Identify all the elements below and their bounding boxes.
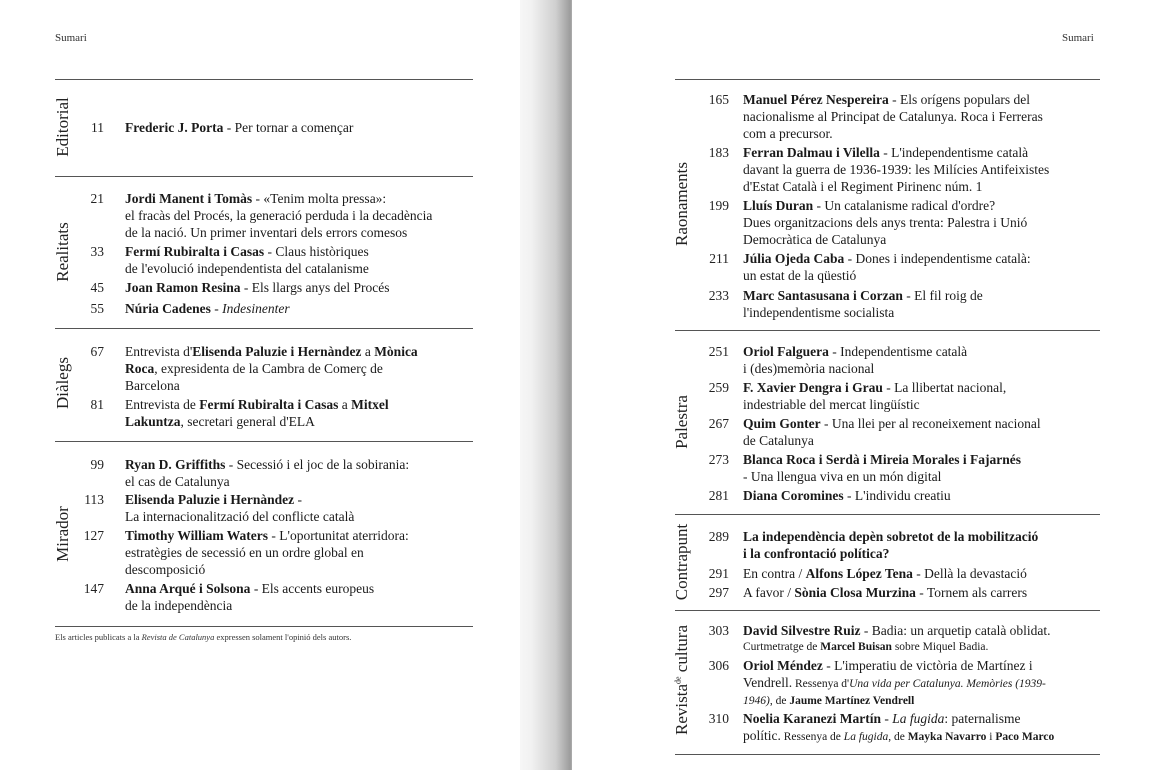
entry-author: Ferran Dalmau i Vilella: [743, 145, 880, 160]
entry-note: , de: [769, 695, 790, 707]
entry-title-line: de Catalunya: [743, 433, 814, 448]
entry-author: Diana Coromines: [743, 488, 844, 503]
entry-page-number: 273: [708, 452, 729, 467]
entry-author: Mònica: [374, 344, 418, 359]
toc-entry[interactable]: [743, 197, 1027, 248]
entry-page-number: 33: [90, 244, 104, 259]
entry-title-line: davant la guerra de 1936-1939: les Milícies Antifeixistes: [743, 162, 1050, 177]
entry-title-line: Dues organitzacions dels anys trenta: Palestra i Unió: [743, 215, 1028, 230]
entry-author: Anna Arqué i Solsona: [125, 581, 251, 596]
entry-page-number: 267: [708, 416, 729, 431]
toc-entry[interactable]: [743, 451, 1021, 485]
entry-title-separator: -: [880, 711, 893, 726]
section-label-mirador: Mirador: [53, 506, 72, 562]
entry-title: , expresidenta de la Cambra de Comerç de: [154, 361, 383, 376]
entry-author: Manuel Pérez Nespereira: [743, 92, 889, 107]
entry-page-number: 165: [708, 92, 729, 107]
entry-title-line: l'independentisme socialista: [743, 305, 895, 320]
entry-page-number: 113: [84, 492, 104, 507]
toc-entry[interactable]: [743, 565, 1027, 582]
entry-title-line: descomposició: [125, 562, 206, 577]
entry-page-number: 183: [708, 145, 729, 160]
entry-question: La independència depèn sobretot de la mobilització: [743, 529, 1039, 544]
entry-title-line: un estat de la qüestió: [743, 268, 857, 283]
toc-entry[interactable]: [743, 622, 1051, 656]
footnote-journal: Revista de Catalunya: [141, 632, 215, 642]
entry-page-number: 259: [708, 380, 729, 395]
entry-author: Lakuntza: [125, 414, 181, 429]
section-divider: [675, 79, 1100, 80]
running-head: Sumari: [55, 32, 87, 44]
entry-title-line: el fracàs del Procés, la generació perduda i la decadència: [125, 208, 433, 223]
entry-note-author: Mayka Navarro: [907, 731, 987, 743]
section-label-part: cultura: [672, 624, 691, 673]
entry-title: - L'oportunitat aterridora:: [268, 528, 409, 543]
entry-title-line: estratègies de secessió en un ordre global en: [125, 545, 364, 560]
entry-prefix: En contra /: [743, 566, 806, 581]
entry-page-number: 306: [708, 658, 729, 673]
toc-entry[interactable]: [743, 415, 1041, 449]
entry-prefix: A favor /: [743, 585, 795, 600]
entry-title-line: i (des)memòria nacional: [743, 361, 875, 376]
entry-author: Ryan D. Griffiths: [125, 457, 226, 472]
entry-title-line: La internacionalització del conflicte català: [125, 509, 355, 524]
entry-note: Ressenya d': [792, 678, 850, 690]
section-label-revista-cultura: [672, 625, 692, 735]
entry-page-number: 147: [83, 581, 104, 596]
entry-title: - L'individu creatiu: [843, 488, 951, 503]
entry-note-author: Jaume Martínez Vendrell: [789, 695, 915, 707]
footnote-suffix: expressen solament l'opinió dels autors.: [214, 632, 352, 642]
entry-author: Fermí Rubiralta i Casas: [199, 397, 339, 412]
toc-entry[interactable]: [125, 396, 475, 430]
toc-entry[interactable]: [125, 580, 374, 614]
entry-author: Jordi Manent i Tomàs: [125, 191, 253, 206]
entry-title: - El fil roig de: [902, 288, 983, 303]
entry-note: sobre Miquel Badia.: [891, 641, 989, 653]
entry-author: Elisenda Paluzie i Hernàndez: [192, 344, 362, 359]
toc-entry[interactable]: [125, 456, 409, 490]
entry-title-line: nacionalisme al Principat de Catalunya. Roca i Ferreras: [743, 109, 1043, 124]
entry-title-separator: -: [210, 301, 223, 316]
entry-author: Núria Cadenes: [125, 301, 211, 316]
toc-entry[interactable]: [743, 144, 1049, 195]
section-label-space: [672, 672, 691, 676]
entry-page-number: 99: [90, 457, 104, 472]
entry-title: - Badia: un arquetip català oblidat.: [860, 623, 1051, 638]
section-label-realitats: Realitats: [53, 222, 72, 282]
entry-title: : paternalisme: [944, 711, 1021, 726]
toc-entry[interactable]: [743, 710, 1054, 746]
section-label-editorial: Editorial: [53, 97, 72, 157]
toc-entry[interactable]: [743, 379, 1006, 413]
entry-title: - Secessió i el joc de la sobirania:: [225, 457, 410, 472]
section-label-dialegs: Diàlegs: [53, 357, 72, 409]
entry-author: Mitxel: [351, 397, 389, 412]
toc-entry[interactable]: [125, 279, 390, 296]
toc-entry[interactable]: [125, 119, 353, 136]
entry-title: -: [294, 492, 303, 507]
entry-title: - Els orígens populars del: [888, 92, 1031, 107]
entry-note: Ressenya de: [780, 731, 844, 743]
running-head: Sumari: [1062, 32, 1094, 44]
entry-title: - Els llargs anys del Procés: [240, 280, 390, 295]
entry-title-line: Vendrell.: [743, 675, 793, 690]
entry-title: Indesinenter: [222, 301, 290, 316]
toc-entry[interactable]: [743, 343, 967, 377]
entry-title: - «Tenim molta pressa»:: [252, 191, 387, 206]
entry-page-number: 21: [90, 191, 104, 206]
entry-page-number: 289: [708, 529, 729, 544]
toc-entry[interactable]: [743, 487, 951, 504]
entry-author: Sònia Closa Murzina: [794, 585, 916, 600]
entry-title-line: Democràtica de Catalunya: [743, 232, 887, 247]
entry-page-number: 281: [708, 488, 729, 503]
entry-note-author: Marcel Buisan: [820, 641, 892, 653]
entry-note: , de: [888, 731, 908, 743]
left-page: [0, 0, 520, 770]
entry-author: Júlia Ojeda Caba: [743, 251, 845, 266]
entry-page-number: 233: [708, 288, 729, 303]
entry-title: - Una llei per al reconeixement nacional: [820, 416, 1041, 431]
entry-note: i: [986, 731, 996, 743]
right-page: [572, 0, 1164, 770]
toc-entry[interactable]: [125, 527, 409, 578]
entry-title: - Tornem als carrers: [915, 585, 1028, 600]
toc-entry[interactable]: [125, 343, 475, 394]
entry-page-number: 291: [708, 566, 729, 581]
section-divider: [675, 610, 1100, 611]
entry-prefix: Entrevista de: [125, 397, 200, 412]
entry-author: Oriol Falguera: [743, 344, 829, 359]
section-label-raonaments: Raonaments: [672, 161, 691, 247]
entry-title: - Per tornar a començar: [223, 120, 354, 135]
entry-page-number: 211: [709, 251, 729, 266]
entry-note-work: La fugida: [843, 731, 889, 743]
entry-page-number: 199: [708, 198, 729, 213]
entry-title-line: el cas de Catalunya: [125, 474, 230, 489]
toc-entry[interactable]: [743, 528, 1038, 562]
toc-entry[interactable]: [125, 300, 290, 317]
entry-connector: a: [361, 344, 375, 359]
entry-author: Noelia Karanezi Martín: [743, 711, 881, 726]
entry-title: - Un catalanisme radical d'ordre?: [813, 198, 996, 213]
entry-page-number: 45: [90, 280, 104, 295]
entry-author: Oriol Méndez: [743, 658, 823, 673]
entry-title: - La llibertat nacional,: [882, 380, 1007, 395]
entry-author: Quim Gonter: [743, 416, 821, 431]
entry-title: - Els accents europeus: [250, 581, 375, 596]
entry-author: Joan Ramon Resina: [125, 280, 241, 295]
section-divider: [675, 330, 1100, 331]
entry-title-line: de l'evolució independentista del catalanisme: [125, 261, 369, 276]
entry-author: Alfons López Tena: [805, 566, 913, 581]
entry-page-number: 297: [708, 585, 729, 600]
entry-author: Elisenda Paluzie i Hernàndez: [125, 492, 295, 507]
entry-note-author: Paco Marco: [995, 731, 1055, 743]
entry-title: - Dones i independentisme català:: [844, 251, 1031, 266]
section-label-contrapunt: Contrapunt: [672, 523, 691, 601]
toc-entry[interactable]: [125, 491, 354, 525]
section-label-superscript: de: [673, 676, 683, 685]
section-label-palestra: Palestra: [672, 395, 691, 449]
entry-author: Roca: [125, 361, 155, 376]
entry-title: - Dellà la devastació: [912, 566, 1027, 581]
entry-page-number: 127: [83, 528, 104, 543]
entry-page-number: 55: [90, 301, 104, 316]
entry-page-number: 81: [90, 397, 104, 412]
entry-page-number: 11: [91, 120, 104, 135]
entry-prefix: Entrevista d': [125, 344, 193, 359]
entry-page-number: 303: [708, 623, 729, 638]
entry-page-number: 310: [708, 711, 729, 726]
entry-author: Lluís Duran: [743, 198, 814, 213]
entry-title-line: de la nació. Un primer inventari dels errors comesos: [125, 225, 408, 240]
entry-title-line: - Una llengua viva en un món digital: [743, 469, 942, 484]
entry-author: Frederic J. Porta: [125, 120, 224, 135]
entry-connector: a: [338, 397, 352, 412]
entry-title: - Claus històriques: [264, 244, 369, 259]
section-divider: [55, 441, 473, 442]
toc-entry[interactable]: [743, 584, 1027, 601]
section-divider: [55, 626, 473, 627]
section-label-part: Revista: [672, 684, 691, 736]
entry-note-work: 1946): [743, 695, 770, 707]
entry-title-line: polític.: [743, 728, 781, 743]
section-divider: [55, 79, 473, 80]
entry-note-work: Una vida per Catalunya. Memòries (1939-: [849, 678, 1046, 690]
entry-title: - Independentisme català: [828, 344, 968, 359]
section-divider: [675, 514, 1100, 515]
entry-title: La fugida: [892, 711, 945, 726]
entry-author: Blanca Roca i Serdà i Mireia Morales i Fajarnés: [743, 452, 1021, 467]
toc-entry[interactable]: [125, 243, 369, 277]
entry-title: - L'independentisme català: [879, 145, 1029, 160]
entry-author: David Silvestre Ruiz: [743, 623, 861, 638]
toc-entry[interactable]: [125, 190, 485, 241]
entry-page-number: 251: [708, 344, 729, 359]
toc-entry[interactable]: [743, 657, 1046, 710]
entry-author: Marc Santasusana i Corzan: [743, 288, 903, 303]
entry-title-line: indestriable del mercat lingüístic: [743, 397, 920, 412]
entry-note: Curtmetratge de: [743, 641, 821, 653]
entry-title-line: com a precursor.: [743, 126, 833, 141]
entry-title: , secretari general d'ELA: [180, 414, 315, 429]
entry-author: Timothy William Waters: [125, 528, 269, 543]
entry-title: - L'imperatiu de victòria de Martínez i: [822, 658, 1033, 673]
entry-author: Fermí Rubiralta i Casas: [125, 244, 265, 259]
section-divider: [55, 328, 473, 329]
entry-page-number: 67: [90, 344, 104, 359]
toc-entry[interactable]: [743, 287, 983, 321]
section-divider: [55, 176, 473, 177]
section-divider: [675, 754, 1100, 755]
entry-title-line: d'Estat Català i el Regiment Pirinenc núm. 1: [743, 179, 983, 194]
footnote: [55, 632, 351, 642]
entry-title-line: de la independència: [125, 598, 233, 613]
entry-title-line: Barcelona: [125, 378, 180, 393]
toc-entry[interactable]: [743, 91, 1043, 142]
entry-question: i la confrontació política?: [743, 546, 890, 561]
toc-entry[interactable]: [743, 250, 1031, 284]
entry-author: F. Xavier Dengra i Grau: [743, 380, 883, 395]
footnote-prefix: Els articles publicats a la: [55, 632, 142, 642]
